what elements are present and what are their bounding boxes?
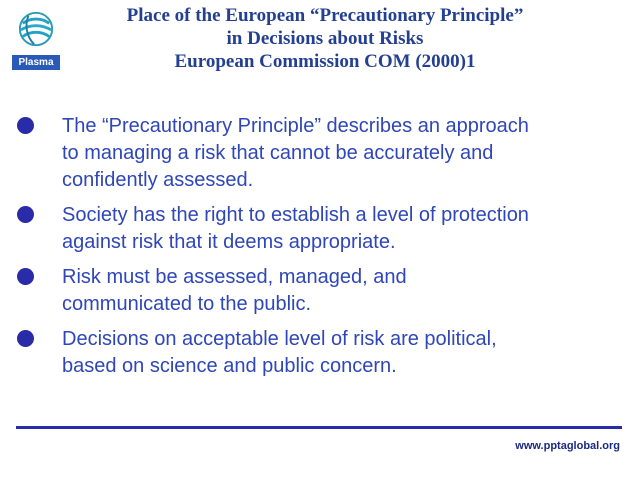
bullet-line: based on science and public concern.	[62, 355, 397, 377]
plasma-globe-icon	[17, 10, 55, 48]
bullet-line: to managing a risk that cannot be accurately and	[62, 142, 494, 164]
bullet-item	[12, 264, 612, 318]
bullet-list	[12, 113, 612, 388]
bullet-dot	[17, 206, 34, 223]
bullet-item	[12, 326, 612, 380]
title-line-3: European Commission COM (2000)1	[174, 51, 476, 72]
bullet-dot	[17, 330, 34, 347]
title-line-1: Place of the European “Precautionary Principle”	[126, 5, 524, 26]
bullet-dot	[17, 117, 34, 134]
bullet-dot	[17, 268, 34, 285]
bullet-item	[12, 113, 612, 194]
bullet-line: Society has the right to establish a level of protection	[62, 204, 529, 226]
bullet-item	[12, 202, 612, 256]
slide-title	[70, 4, 580, 73]
bullet-line: The “Precautionary Principle” describes an approach	[62, 115, 529, 137]
bullet-line: confidently assessed.	[62, 169, 254, 191]
title-line-2: in Decisions about Risks	[226, 28, 424, 49]
bullet-line: Risk must be assessed, managed, and	[62, 266, 407, 288]
plasma-logo-label: Plasma	[12, 55, 60, 70]
footer-divider	[16, 426, 622, 429]
bullet-line: communicated to the public.	[62, 293, 312, 315]
bullet-line: Decisions on acceptable level of risk are political,	[62, 328, 497, 350]
plasma-logo	[12, 10, 60, 72]
footer-url: www.pptaglobal.org	[515, 440, 620, 452]
bullet-line: against risk that it deems appropriate.	[62, 231, 396, 253]
